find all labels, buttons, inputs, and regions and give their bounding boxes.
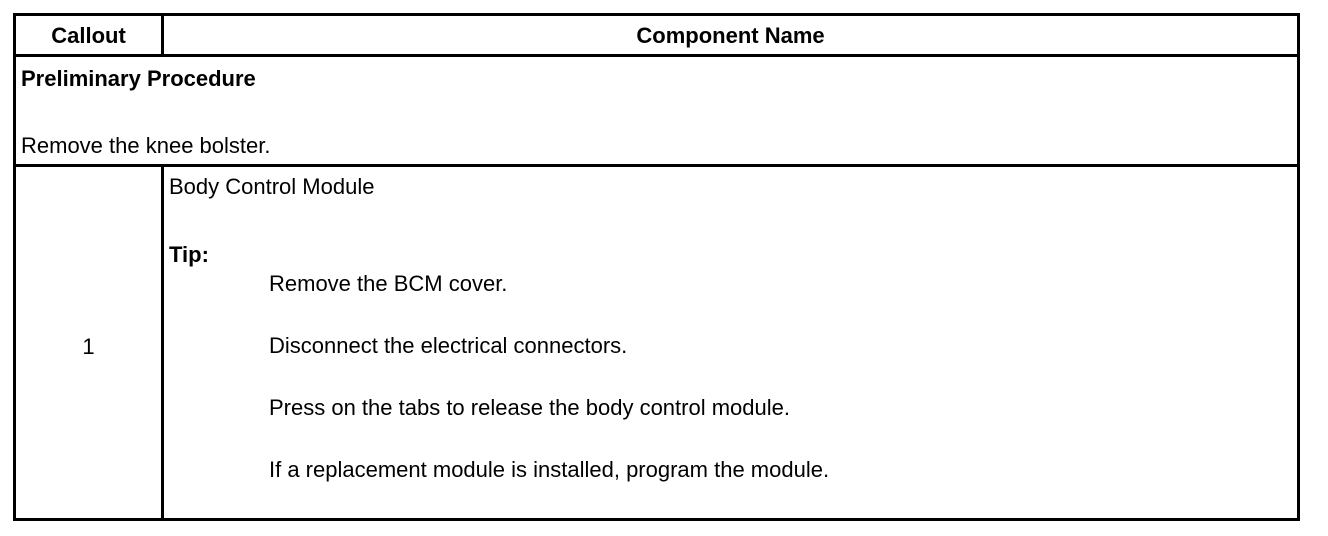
header-callout: Callout xyxy=(51,23,126,48)
component-name: Body Control Module xyxy=(169,174,375,199)
callout-number: 1 xyxy=(82,334,95,359)
step-item: Disconnect the electrical connectors. xyxy=(269,333,628,358)
step-item: If a replacement module is installed, program the module. xyxy=(269,457,830,482)
tip-label: Tip: xyxy=(169,242,209,267)
step-item: Press on the tabs to release the body control module. xyxy=(269,395,790,420)
header-component-name: Component Name xyxy=(636,23,825,48)
preliminary-text: Remove the knee bolster. xyxy=(21,133,271,158)
preliminary-title: Preliminary Procedure xyxy=(21,66,256,91)
step-item: Remove the BCM cover. xyxy=(269,271,508,296)
preliminary-bottom-border xyxy=(16,164,1297,167)
component-table xyxy=(13,13,1300,521)
header-bottom-border xyxy=(16,54,1297,57)
header-divider xyxy=(161,16,164,54)
row-divider xyxy=(161,167,164,518)
